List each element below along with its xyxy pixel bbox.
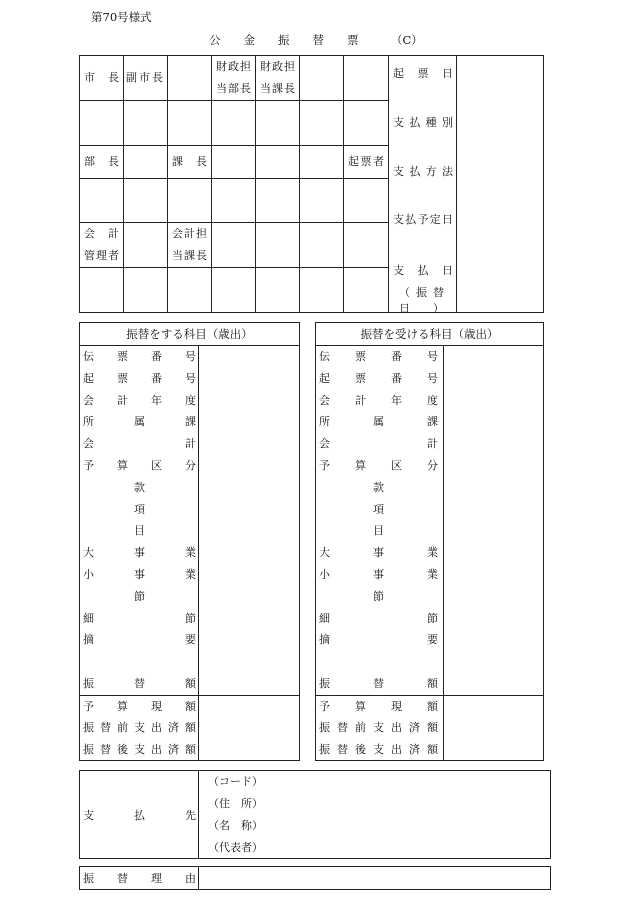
payment-method-label: 支払方法 [393,165,453,178]
approval-blank-header [124,223,168,268]
payee-representative-label: （代表者） [208,841,263,854]
form-number: 第70号様式 [91,10,152,24]
transfer-from-label-column [80,346,199,695]
section-chief-label: 課長 [172,155,207,168]
stamp-box [80,179,124,223]
stamp-box [124,101,168,146]
transfer-to-totals-labels [316,696,444,760]
transfer-to-body [316,346,543,696]
transfer-from-value-column [199,346,299,695]
stamp-box [168,101,212,146]
form-title: 公金振替票 [209,33,382,47]
transfer-to-totals-values [444,696,543,760]
draft-number-label: 起票番号 [319,371,438,385]
draft-number-label: 起票番号 [83,371,196,385]
transfer-from-totals-values [199,696,299,760]
approval-blank-header [212,146,256,179]
stamp-box [80,101,124,146]
stamp-box [300,268,344,313]
approval-blank-header [212,223,256,268]
approval-blank-header [300,56,344,101]
stamp-box [300,179,344,223]
accounting-manager-label-line1: 会計 [84,227,119,240]
deputy-mayor-label: 副市長 [126,71,163,84]
approval-blank-header [124,146,168,179]
mayor-cell [80,56,124,101]
approval-blank-header [300,146,344,179]
transfer-reason-table [79,866,551,890]
accounting-section-chief-label-line1: 会計担 [172,227,207,240]
approval-blank-header [300,223,344,268]
stamp-box [168,268,212,313]
stamp-box [168,179,212,223]
finance-section-chief-label-line1: 財政担 [260,60,295,73]
budget-item-label: 項 [373,502,384,516]
transfer-to-label-column [316,346,444,695]
approval-blank-header [168,56,212,101]
current-budget-label: 予算現額 [83,700,196,713]
voucher-number-label: 伝票番号 [83,350,196,363]
payee-name-label: （名 称） [208,819,263,832]
stamp-box [344,268,389,313]
fiscal-year-label: 会計年度 [83,393,196,407]
payee-table [79,770,551,859]
finance-director-label-line2: 当部長 [216,82,251,95]
approval-blank-header [344,223,389,268]
voucher-info-labels [389,56,457,313]
expense-subclass-label: 細節 [319,611,438,625]
description-label: 摘要 [83,633,196,647]
transfer-amount-label: 振替額 [319,676,438,690]
section-chief-cell [168,146,212,179]
approval-blank-header [256,146,300,179]
description-label: 摘要 [319,633,438,647]
blank-row [319,651,438,673]
expense-subclass-label: 細節 [83,611,196,625]
accounting-manager-label-line2: 管理者 [84,249,119,262]
transfer-to-heading: 振替を受ける科目（歳出） [316,323,543,346]
spent-before-transfer-label: 振替前支出済額 [319,721,438,735]
blank-row [83,651,196,673]
voucher-info-values [457,56,544,313]
approval-blank-header [256,223,300,268]
transfer-amount-label: 振替額 [83,676,196,690]
transfer-from-heading: 振替をする科目（歳出） [80,323,299,346]
stamp-box [256,268,300,313]
spent-before-transfer-label: 振替前支出済額 [83,721,196,735]
current-budget-label: 予算現額 [319,700,438,713]
budget-section-label: 款 [373,480,384,494]
accounting-manager-cell [80,223,124,268]
deputy-mayor-cell [124,56,168,101]
budget-subitem-label: 目 [134,524,145,538]
payment-date-label: 支払日 [393,264,453,277]
form-type-code: （C） [391,33,423,47]
stamp-box [212,101,256,146]
account-label: 会計 [83,437,196,451]
stamp-box [344,101,389,146]
department-label: 所属課 [319,415,438,429]
approval-header-row [80,56,544,101]
stamp-box [124,268,168,313]
scheduled-payment-date-label: 支払予定日 [393,213,453,226]
transfer-from-table [79,322,300,761]
major-project-label: 大事業 [319,546,438,560]
approval-stamp-grid [79,55,544,313]
transfer-to-totals [316,696,543,760]
finance-director-label-line1: 財政担 [216,60,251,73]
stamp-box [124,179,168,223]
transfer-to-value-column [444,346,543,695]
payee-code-label: （コード） [208,775,263,788]
drafter-label: 起票者 [348,155,384,168]
payee-fields [199,771,550,858]
department-head-cell [80,146,124,179]
department-head-label: 部長 [84,155,119,168]
minor-project-label: 小事業 [83,567,196,581]
draft-date-label: 起票日 [393,67,453,80]
stamp-box [256,101,300,146]
payee-address-label: （住 所） [208,797,263,810]
account-label: 会計 [319,437,438,451]
stamp-box [300,101,344,146]
transfer-to-table [315,322,544,761]
drafter-cell [344,146,389,179]
finance-director-cell [212,56,256,101]
expense-class-label: 節 [373,589,384,603]
accounting-section-chief-label-line2: 当課長 [172,249,207,262]
fiscal-year-label: 会計年度 [319,393,438,407]
budget-item-label: 項 [134,502,145,516]
budget-category-label: 予算区分 [319,458,438,472]
transfer-from-totals [80,696,299,760]
stamp-box [212,268,256,313]
department-label: 所属課 [83,415,196,429]
voucher-info-label-list [389,56,456,315]
expense-class-label: 節 [134,589,145,603]
voucher-number-label: 伝票番号 [319,350,438,363]
accounting-section-chief-cell [168,223,212,268]
major-project-label: 大事業 [83,546,196,560]
transfer-reason-label-cell [80,867,199,889]
payee-label: 支払先 [83,808,196,822]
transfer-from-body [80,346,299,696]
spent-after-transfer-label: 振替後支出済額 [319,742,438,756]
finance-section-chief-label-line2: 当課長 [260,82,295,95]
stamp-box [212,179,256,223]
transfer-from-totals-labels [80,696,199,760]
spent-after-transfer-label: 振替後支出済額 [83,742,196,756]
transfer-date-label: （振替日） [399,286,444,315]
payee-label-cell [80,771,199,858]
approval-blank-header [344,56,389,101]
stamp-box [344,179,389,223]
stamp-box [256,179,300,223]
payment-type-label: 支払種別 [393,116,453,129]
finance-section-chief-cell [256,56,300,101]
stamp-box [80,268,124,313]
budget-subitem-label: 目 [373,524,384,538]
budget-category-label: 予算区分 [83,458,196,472]
transfer-reason-value [199,867,550,889]
budget-section-label: 款 [134,480,145,494]
transfer-reason-label: 振替理由 [83,872,196,885]
mayor-label: 市長 [84,71,119,84]
minor-project-label: 小事業 [319,567,438,581]
